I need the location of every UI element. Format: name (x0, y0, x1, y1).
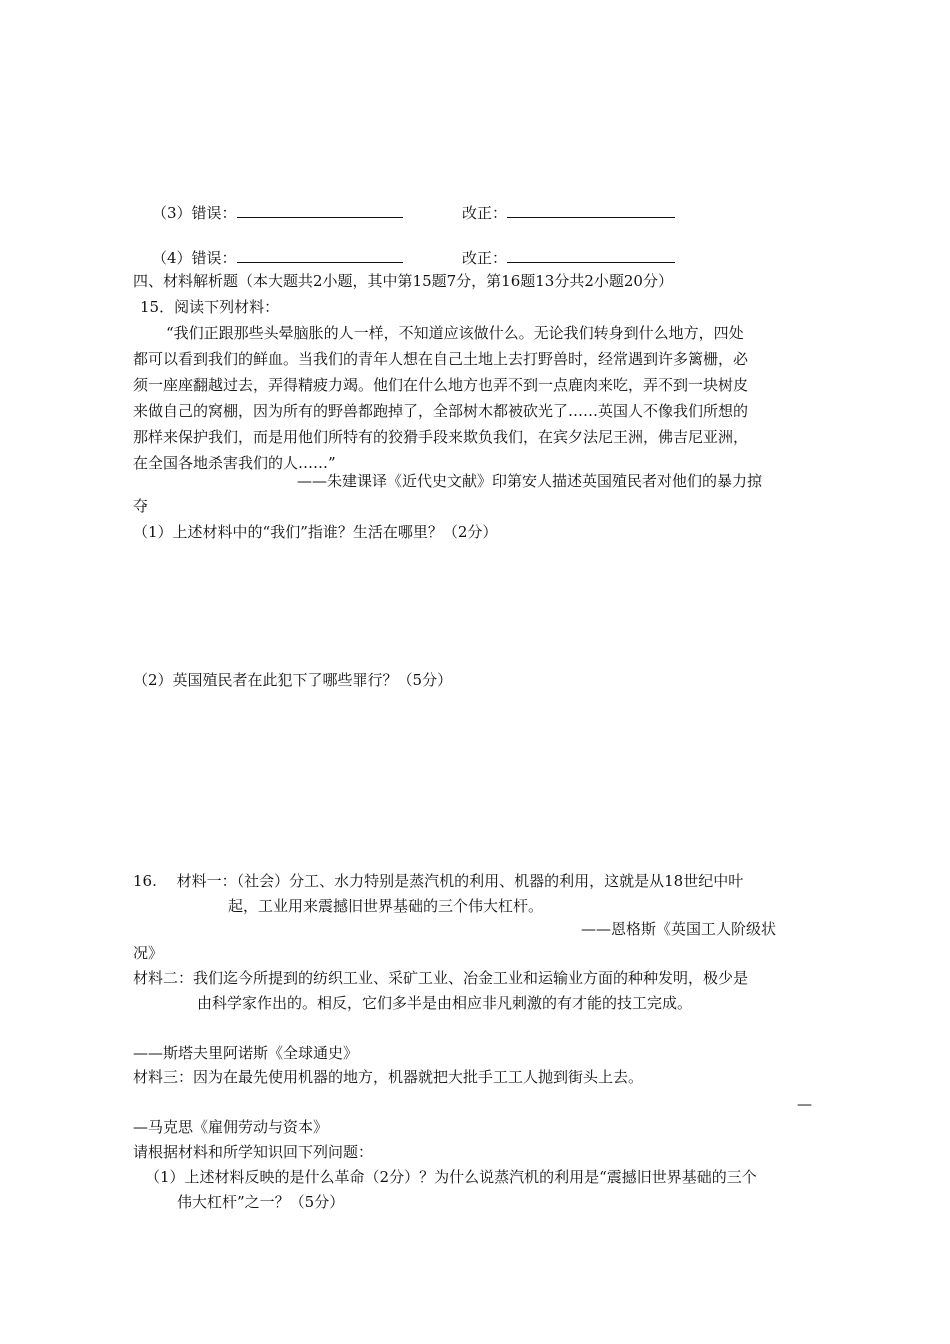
q14-item4-error-blank[interactable] (237, 248, 403, 263)
q16-material2: 材料二：我们迄今所提到的纺织工业、采矿工业、冶金工业和运输业方面的种种发明，极少是 (133, 969, 749, 987)
q14-item3-fix-blank[interactable] (507, 203, 675, 218)
q15-sub1: （1）上述材料中的“我们”指谁？生活在哪里？（2分） (133, 523, 498, 541)
q14-item4-row (152, 248, 403, 268)
q14-item3-error-blank[interactable] (237, 203, 403, 218)
q15-source: ——朱建课译《近代史文献》印第安人描述英国殖民者对他们的暴力掠 (297, 472, 763, 490)
q15-quote-line: 在全国各地杀害我们的人……” (133, 454, 336, 472)
q14-item3-fix-row (462, 203, 675, 223)
q16-prompt: 请根据材料和所学知识回下列问题： (133, 1143, 374, 1161)
q15-quote-line: “我们正跟那些头晕脑胀的人一样，不知道应该做什么。无论我们转身到什么地方，四处 (166, 324, 744, 342)
q16-material2-source: ——斯塔夫里阿诺斯《全球通史》 (133, 1044, 359, 1062)
q16-material1: 16. 材料一：（社会）分工、水力特别是蒸汽机的利用、机器的利用，这就是从18世纪中叶 (133, 872, 744, 890)
section4-heading: 四、材料解析题（本大题共2小题，其中第15题7分，第16题13分共2小题20分） (133, 272, 673, 290)
q16-material1-source-cont: 况》 (133, 944, 164, 962)
q14-item4-fix-label: 改正： (462, 249, 508, 267)
q14-item3-fix-label: 改正： (462, 204, 508, 222)
q16-sub1: （1）上述材料反映的是什么革命（2分）？为什么说蒸汽机的利用是“震撼旧世界基础的三个 (145, 1168, 757, 1186)
q15-sub2: （2）英国殖民者在此犯下了哪些罪行？（5分） (133, 671, 453, 689)
q15-quote-line: 须一座座翻越过去，弄得精疲力竭。他们在什么地方也弄不到一点鹿肉来吃，弄不到一块树皮 (133, 376, 749, 394)
q14-item3-row (152, 203, 403, 223)
q15-intro: 15．阅读下列材料： (140, 298, 280, 316)
q15-quote-line: 都可以看到我们的鲜血。当我们的青年人想在自己土地上去打野兽时，经常遇到许多篱栅，必 (133, 350, 749, 368)
q15-source-cont: 夺 (133, 497, 149, 515)
q14-item4-fix-row (462, 248, 675, 268)
q16-material2-cont: 由科学家作出的。相反，它们多半是由相应非凡刺激的有才能的技工完成。 (197, 994, 693, 1012)
q14-item4-error-label: （4）错误： (152, 249, 237, 267)
q16-sub1-cont: 伟大杠杆”之一？（5分） (177, 1193, 345, 1211)
q14-item4-fix-blank[interactable] (507, 248, 675, 263)
q16-material3-source: — (797, 1095, 812, 1113)
q15-quote-line: 来做自己的窝棚，因为所有的野兽都跑掉了，全部树木都被砍光了……英国人不像我们所想的 (133, 402, 749, 420)
q14-item3-error-label: （3）错误： (152, 204, 237, 222)
q16-material1-cont: 起，工业用来震撼旧世界基础的三个伟大杠杆。 (228, 897, 544, 915)
q16-material3: 材料三：因为在最先使用机器的地方，机器就把大批手工工人抛到街头上去。 (133, 1068, 644, 1086)
q16-material1-source: ——恩格斯《英国工人阶级状 (581, 920, 777, 938)
q15-quote-line: 那样来保护我们，而是用他们所特有的狡猾手段来欺负我们，在宾夕法尼王洲，佛吉尼亚洲， (133, 428, 749, 446)
q16-material3-source-cont: —马克思《雇佣劳动与资本》 (133, 1118, 329, 1136)
